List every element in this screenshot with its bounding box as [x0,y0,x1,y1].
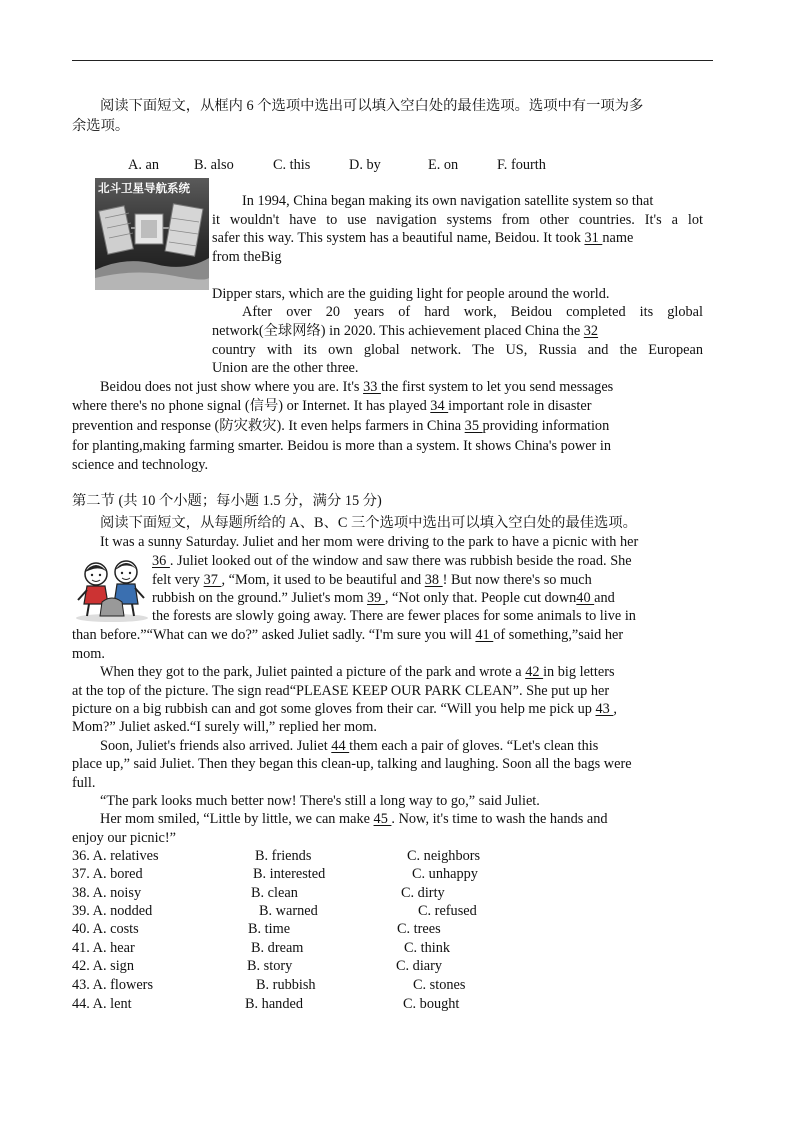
beidou-line-5: Dipper stars, which are the guiding light for people around the world. [212,286,610,302]
q36-option-b: B. friends [255,848,312,864]
blank-39: 39 [367,590,385,606]
option-f: F. fourth [497,157,546,173]
q38-option-a: 38. A. noisy [72,885,142,901]
q41-option-c: C. think [404,940,451,956]
q42-option-a: 42. A. sign [72,958,134,974]
beidou-line-7: network(全球网络) in 2020. This achievement placed China the 32 [212,323,599,339]
beidou-line-2: it wouldn't have to use navigation systems from other countries. It's a lot [212,212,703,228]
blank-32: 32 [583,323,599,339]
blank-36: 36 [152,553,170,569]
juliet-p2-line-4: Mom?” Juliet asked.“I surely will,” replied her mom. [72,719,377,735]
juliet-children-image [72,558,152,622]
option-e: E. on [428,157,459,173]
image-caption: 北斗卫星导航系统 [98,181,190,195]
juliet-p2-line-3: picture on a big rubbish can and got some gloves from their car. “Will you help me pick up 43 , [72,701,617,717]
q38-option-c: C. dirty [401,885,445,901]
q41-option-a: 41. A. hear [72,940,135,956]
beidou-line-1: In 1994, China began making its own navigation satellite system so that [242,193,654,209]
q44-option-c: C. bought [403,996,460,1012]
blank-42: 42 [525,664,544,680]
juliet-p1-line-7: mom. [72,646,105,662]
header-rule [72,60,713,61]
q42-option-b: B. story [247,958,293,974]
section-2-heading: 第二节 (共 10 个小题；每小题 1.5 分，满分 15 分) [72,493,382,509]
juliet-p5-line-1: Her mom smiled, “Little by little, we can make 45 . Now, it's time to wash the hands and [100,811,608,827]
blank-44: 44 [331,738,350,754]
q36-option-c: C. neighbors [407,848,481,864]
q44-option-a: 44. A. lent [72,996,132,1012]
blank-34: 34 [430,398,449,414]
option-b: B. also [194,157,234,173]
blank-38: 38 [424,572,443,588]
juliet-p3-line-1: Soon, Juliet's friends also arrived. Juliet 44 them each a pair of gloves. “Let's clean this [100,738,599,754]
q39-option-b: B. warned [259,903,318,919]
q43-option-b: B. rubbish [256,977,316,993]
blank-37: 37 [203,572,222,588]
option-a: A. an [128,157,159,173]
q40-option-b: B. time [248,921,291,937]
q39-option-a: 39. A. nodded [72,903,153,919]
section-2-instruction: 阅读下面短文，从每题所给的 A、B、C 三个选项中选出可以填入空白处的最佳选项。 [100,515,637,531]
beidou-line-12: prevention and response (防灾救灾). It even helps farmers in China 35 providing information [72,418,610,434]
beidou-satellite-image [95,178,209,290]
instruction-line-2: 余选项。 [72,118,130,134]
beidou-line-9: Union are the other three. [212,360,359,376]
q42-option-c: C. diary [396,958,443,974]
blank-43: 43 [595,701,614,717]
juliet-p1-line-4: rubbish on the ground.” Juliet's mom 39 , “Not only that. People cut down40 and [152,590,615,606]
q43-option-a: 43. A. flowers [72,977,154,993]
blank-33: 33 [363,379,381,395]
juliet-p2-line-1: When they got to the park, Juliet painted a picture of the park and wrote a 42 in big letters [100,664,615,680]
instruction-line-1: 阅读下面短文，从框内 6 个选项中选出可以填入空白处的最佳选项。选项中有一项为多 [100,98,644,114]
blank-40: 40 [576,590,595,606]
juliet-p1-line-6: than before.”“What can we do?” asked Juliet sadly. “I'm sure you will 41 of something,”said her [72,627,624,643]
juliet-p3-line-2: place up,” said Juliet. Then they began this clean-up, talking and laughing. Soon all the bags were [72,756,632,772]
beidou-line-6: After over 20 years of hard work, Beidou completed its global [242,304,703,320]
beidou-line-4: from theBig [212,249,282,265]
blank-45: 45 [373,811,392,827]
juliet-p1-line-5: the forests are slowly going away. There are fewer places for some animals to live in [152,608,636,624]
beidou-line-11: where there's no phone signal (信号) or Internet. It has played 34 important role in disaster [72,398,592,414]
q40-option-c: C. trees [397,921,441,937]
blank-31: 31 [584,230,603,246]
q43-option-c: C. stones [413,977,466,993]
q38-option-b: B. clean [251,885,298,901]
juliet-p3-line-3: full. [72,775,96,791]
juliet-p5-line-2: enjoy our picnic!” [72,830,177,846]
juliet-p1-line-3: felt very 37 , “Mom, it used to be beautiful and 38 ! But now there's so much [152,572,592,588]
juliet-p1-line-2: 36 . Juliet looked out of the window and saw there was rubbish beside the road. She [152,553,632,569]
option-d: D. by [349,157,381,173]
q41-option-b: B. dream [251,940,304,956]
beidou-line-14: science and technology. [72,457,209,473]
beidou-line-13: for planting,making farming smarter. Beidou is more than a system. It shows China's power in [72,438,612,454]
juliet-p2-line-2: at the top of the picture. The sign read“PLEASE KEEP OUR PARK CLEAN”. She put up her [72,683,610,699]
q39-option-c: C. refused [418,903,477,919]
juliet-p1-line-1: It was a sunny Saturday. Juliet and her mom were driving to the park to have a picnic with her [100,534,639,550]
option-c: C. this [273,157,311,173]
beidou-line-10: Beidou does not just show where you are. It's 33 the first system to let you send messages [100,379,614,395]
q37-option-c: C. unhappy [412,866,478,882]
q40-option-a: 40. A. costs [72,921,139,937]
beidou-line-8: country with its own global network. The US, Russia and the European [212,342,703,358]
juliet-p4-line-1: “The park looks much better now! There's still a long way to go,” said Juliet. [100,793,540,809]
q36-option-a: 36. A. relatives [72,848,159,864]
beidou-line-3: safer this way. This system has a beautiful name, Beidou. It took 31 name [212,230,634,246]
q37-option-b: B. interested [253,866,326,882]
blank-41: 41 [475,627,494,643]
children-cartoon-icon [72,558,152,622]
q44-option-b: B. handed [245,996,303,1012]
q37-option-a: 37. A. bored [72,866,143,882]
blank-35: 35 [464,418,483,434]
